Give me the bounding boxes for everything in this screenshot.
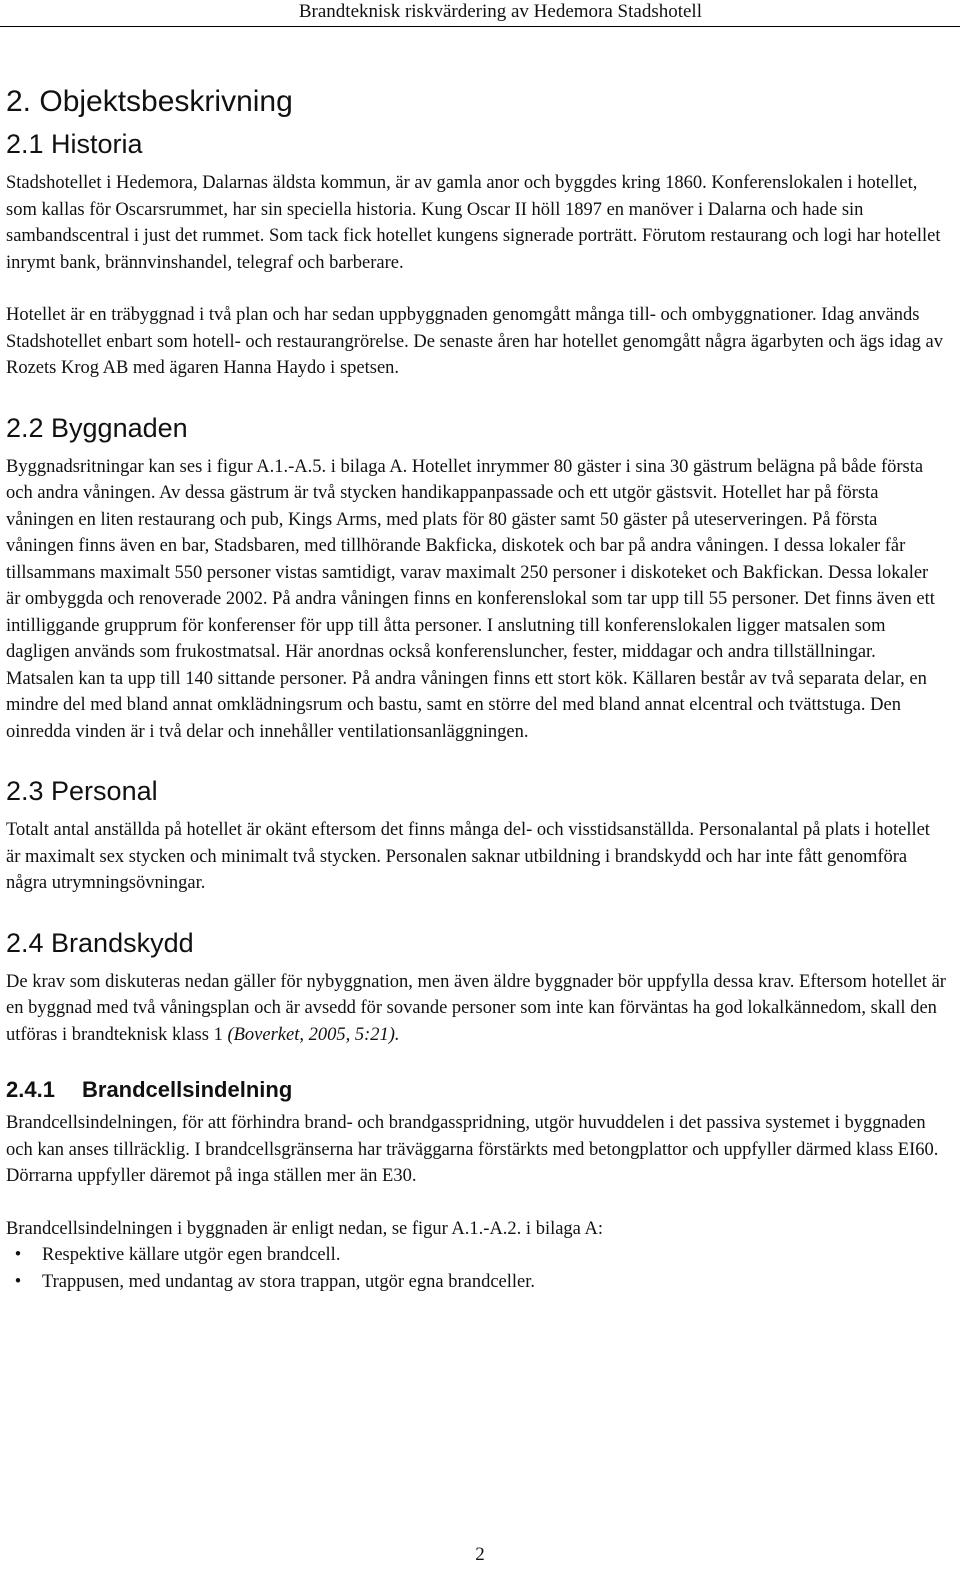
section-title: 2.4 Brandskydd: [6, 927, 194, 958]
section-personal: [6, 771, 946, 897]
section-title: 2.1 Historia: [6, 129, 143, 159]
section-historia: [6, 124, 946, 382]
paragraph: Brandcellsindelningen i byggnaden är enligt nedan, se figur A.1.-A.2. i bilaga A:: [6, 1218, 603, 1239]
section-brandskydd: [6, 923, 946, 1296]
running-header-title: Brandteknisk riskvärdering av Hedemora Stadshotell: [298, 1, 702, 22]
paragraph: [6, 969, 946, 1049]
list-item-text: Trappusen, med undantag av stora trappan, utgör egna brandceller.: [42, 1271, 536, 1292]
subsection-title: [6, 1074, 946, 1106]
paragraph: Byggnadsritningar kan ses i figur A.1.-A.5. i bilaga A. Hotellet inrymmer 80 gäster i sina 30 gästrum belägna på både första och andra våningen. Av dessa gästrum är två stycken handikappanpassade och ett utgör gästsvit. Hotellet har på första våningen en liten restaurang och pub, Kings Arms, med plats för 80 gäster samt 50 gäster på uteserveringen. På första våningen finns även en bar, Stadsbaren, med tillhörande Bakficka, diskotek och bar på andra våningen. I dessa lokaler får tillsammans maximalt 550 personer vistas samtidigt, varav maximalt 250 personer i diskoteket och Bakfickan. Dessa lokaler är ombyggda och renoverade 2002. På andra våningen finns en konferenslokal som tar upp till 55 personer. Det finns även ett intilliggande grupprum för konferenser för upp till åtta personer. I anslutning till konferenslokalen ligger matsalen som dagligen används som frukostmatsal. Här anordnas också konferensluncher, fester, middagar och andra tillställningar. Matsalen kan ta upp till 140 sittande personer. På andra våningen finns ett stort kök. Källaren består av två separata delar, en mindre del med bland annat omklädningsrum och bastu, samt en större del med bland annat elcentral och tvättstuga. Den oinredda vinden är i två delar och innehåller ventilationsanläggningen.: [6, 456, 935, 742]
paragraph: Hotellet är en träbyggnad i två plan och har sedan uppbyggnaden genomgått många till- och ombyggnationer. Idag används Stadshotellet enbart som hotell- och restaurangrörelse. De senaste åren har hotellet genomgått några ägarbyten och ägs idag av Rozets Krog AB med ägaren Hanna Haydo i spetsen.: [6, 305, 943, 378]
section-title: 2.2 Byggnaden: [6, 412, 188, 443]
paragraph: Stadshotellet i Hedemora, Dalarnas äldsta kommun, är av gamla anor och byggdes kring 1860. Konferenslokalen i hotellet, som kallas för Oscarsrummet, har sin speciella historia. Kung Oscar II höll 1897 en manöver i Dalarna och hade sin sambandscentral i just det rummet. Som tack fick hotellet kungens signerade porträtt. Förutom restaurang och logi har hotellet inrymt bank, brännvinshandel, telegraf och barberare.: [6, 173, 941, 273]
list-item: [6, 1242, 946, 1269]
bullet-icon: •: [14, 1245, 22, 1265]
section-byggnaden: [6, 408, 946, 746]
page-content: [6, 80, 946, 1295]
paragraph: Totalt antal anställda på hotellet är okänt eftersom det finns många del- och visstidsanställda. Personalantal på plats i hotellet är maximalt sex stycken och minimalt två stycken. Personalen saknar utbildning i brandskydd och har inte fått genomföra några utrymningsövningar.: [6, 820, 930, 893]
section-title: 2.3 Personal: [6, 776, 158, 806]
subsection-number: 2.4.1: [6, 1077, 55, 1102]
citation: (Boverket, 2005, 5:21).: [227, 1024, 400, 1045]
bullet-list: [6, 1242, 946, 1295]
list-item: [6, 1269, 946, 1296]
paragraph-text: De krav som diskuteras nedan gäller för nybyggnation, men även äldre byggnader bör uppfylla dessa krav. Eftersom hotellet är en byggnad med två våningsplan och är avsedd för sovande personer som inte kan förväntas ha god lokalkännedom, skall den utföras i brandteknisk klass 1: [6, 971, 946, 1045]
list-item-text: Respektive källare utgör egen brandcell.: [42, 1245, 341, 1265]
chapter-title: 2. Objektsbeskrivning: [6, 85, 293, 118]
running-header: [0, 0, 960, 27]
subsection-brandcellsindelning: [6, 1074, 946, 1295]
subsection-title-text: Brandcellsindelning: [82, 1077, 293, 1102]
bullet-icon: •: [14, 1271, 22, 1292]
page-number: 2: [475, 1544, 485, 1565]
paragraph: Brandcellsindelningen, för att förhindra brand- och brandgasspridning, utgör huvuddelen i det passiva systemet i byggnaden och kan anses tillräcklig. I brandcellsgränserna har träväggarna förstärkts med betongplattor och uppfyller därmed klass EI60. Dörrarna uppfyller däremot på inga ställen mer än E30.: [6, 1113, 939, 1186]
